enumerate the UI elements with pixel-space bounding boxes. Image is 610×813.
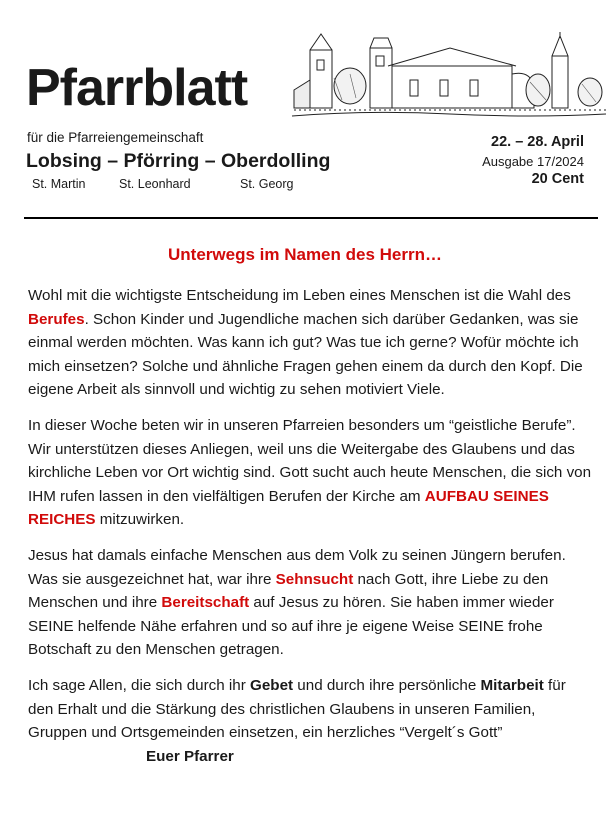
p4-bold-1: Gebet — [250, 676, 294, 694]
header-divider — [24, 217, 598, 219]
issue-date: 22. – 28. April — [491, 134, 584, 150]
p1-text-a: Wohl mit die wichtigste Entscheidung im Leben eines Menschen ist die Wahl des — [28, 287, 571, 304]
issue-number: Ausgabe 17/2024 — [482, 153, 584, 169]
paragraph-4 — [28, 674, 594, 768]
paragraph-1 — [28, 284, 594, 402]
p3-highlight-1: Sehnsucht — [275, 570, 354, 588]
church-illustration — [290, 30, 608, 120]
parish-subtitle: für die Pfarreiengemeinschaft — [27, 130, 204, 145]
p1-highlight: Berufes — [28, 310, 85, 328]
p2-text-b: mitzuwirken. — [95, 511, 185, 529]
signature: Euer Pfarrer — [146, 747, 234, 765]
p3-highlight-2: Bereitschaft — [161, 594, 250, 612]
p2-highlight: AUFBAU SEINES REICHES — [28, 487, 549, 529]
parish-places: Lobsing – Pförring – Oberdolling — [26, 150, 331, 172]
p3-text-b: nach Gott, ihre Liebe zu den Menschen und ihre — [28, 570, 549, 612]
saint-georg: St. Georg — [240, 177, 294, 191]
article-headline: Unterwegs im Namen des Herrn… — [168, 245, 442, 264]
issue-info — [482, 133, 584, 190]
p4-text-b: und durch ihre persönliche — [293, 676, 481, 694]
p4-text-c: für den Erhalt und die Stärkung des christlichen Glaubens in unseren Familien, Gruppen und Ortsgemeinden einsetzen, ein herzliches “Vergelt´s Gott” — [28, 676, 566, 742]
paragraph-3 — [28, 544, 594, 662]
p4-text-a: Ich sage Allen, die sich durch ihr — [28, 676, 251, 694]
p4-bold-2: Mitarbeit — [480, 676, 544, 694]
p1-text-b: . Schon Kinder und Jugendliche machen sich darüber Gedanken, was sie einmal werden möchten. Was kann ich gut? Was tue ich gerne? Wofür möchte ich mich einsetzen? Solche und ähnliche Fragen gehen einem da durch den Kopf. Die eigene Arbeit als sinnvoll und wichtig zu sehen motiviert Viele. — [28, 310, 583, 399]
p3-text-c: auf Jesus zu hören. Sie haben immer wieder SEINE helfende Nähe erfahren und so auf ihre je eigene Weise SEINE frohe Botschaft zu den Menschen getragen. — [28, 594, 554, 659]
p3-text-a: Jesus hat damals einfache Menschen aus dem Volk zu seinen Jüngern berufen. Was sie ausgezeichnet hat, war ihre — [28, 546, 566, 588]
newsletter-title: Pfarrblatt — [26, 59, 248, 117]
article-body — [28, 284, 594, 780]
saint-martin: St. Martin — [32, 177, 86, 191]
issue-price: 20 Cent — [531, 171, 584, 188]
p2-text-a: In dieser Woche beten wir in unseren Pfarreien besonders um “geistliche Berufe”. Wir unterstützen dieses Anliegen, weil uns die Weitergabe des Glaubens und das kirchliche Leben vor Ort wichtig sind. Gott sucht auch heute Menschen, die sich von IHM rufen lassen in den vielfältigen Berufen der Kirche am — [28, 416, 592, 505]
paragraph-2 — [28, 414, 594, 532]
saint-leonhard: St. Leonhard — [119, 177, 191, 191]
